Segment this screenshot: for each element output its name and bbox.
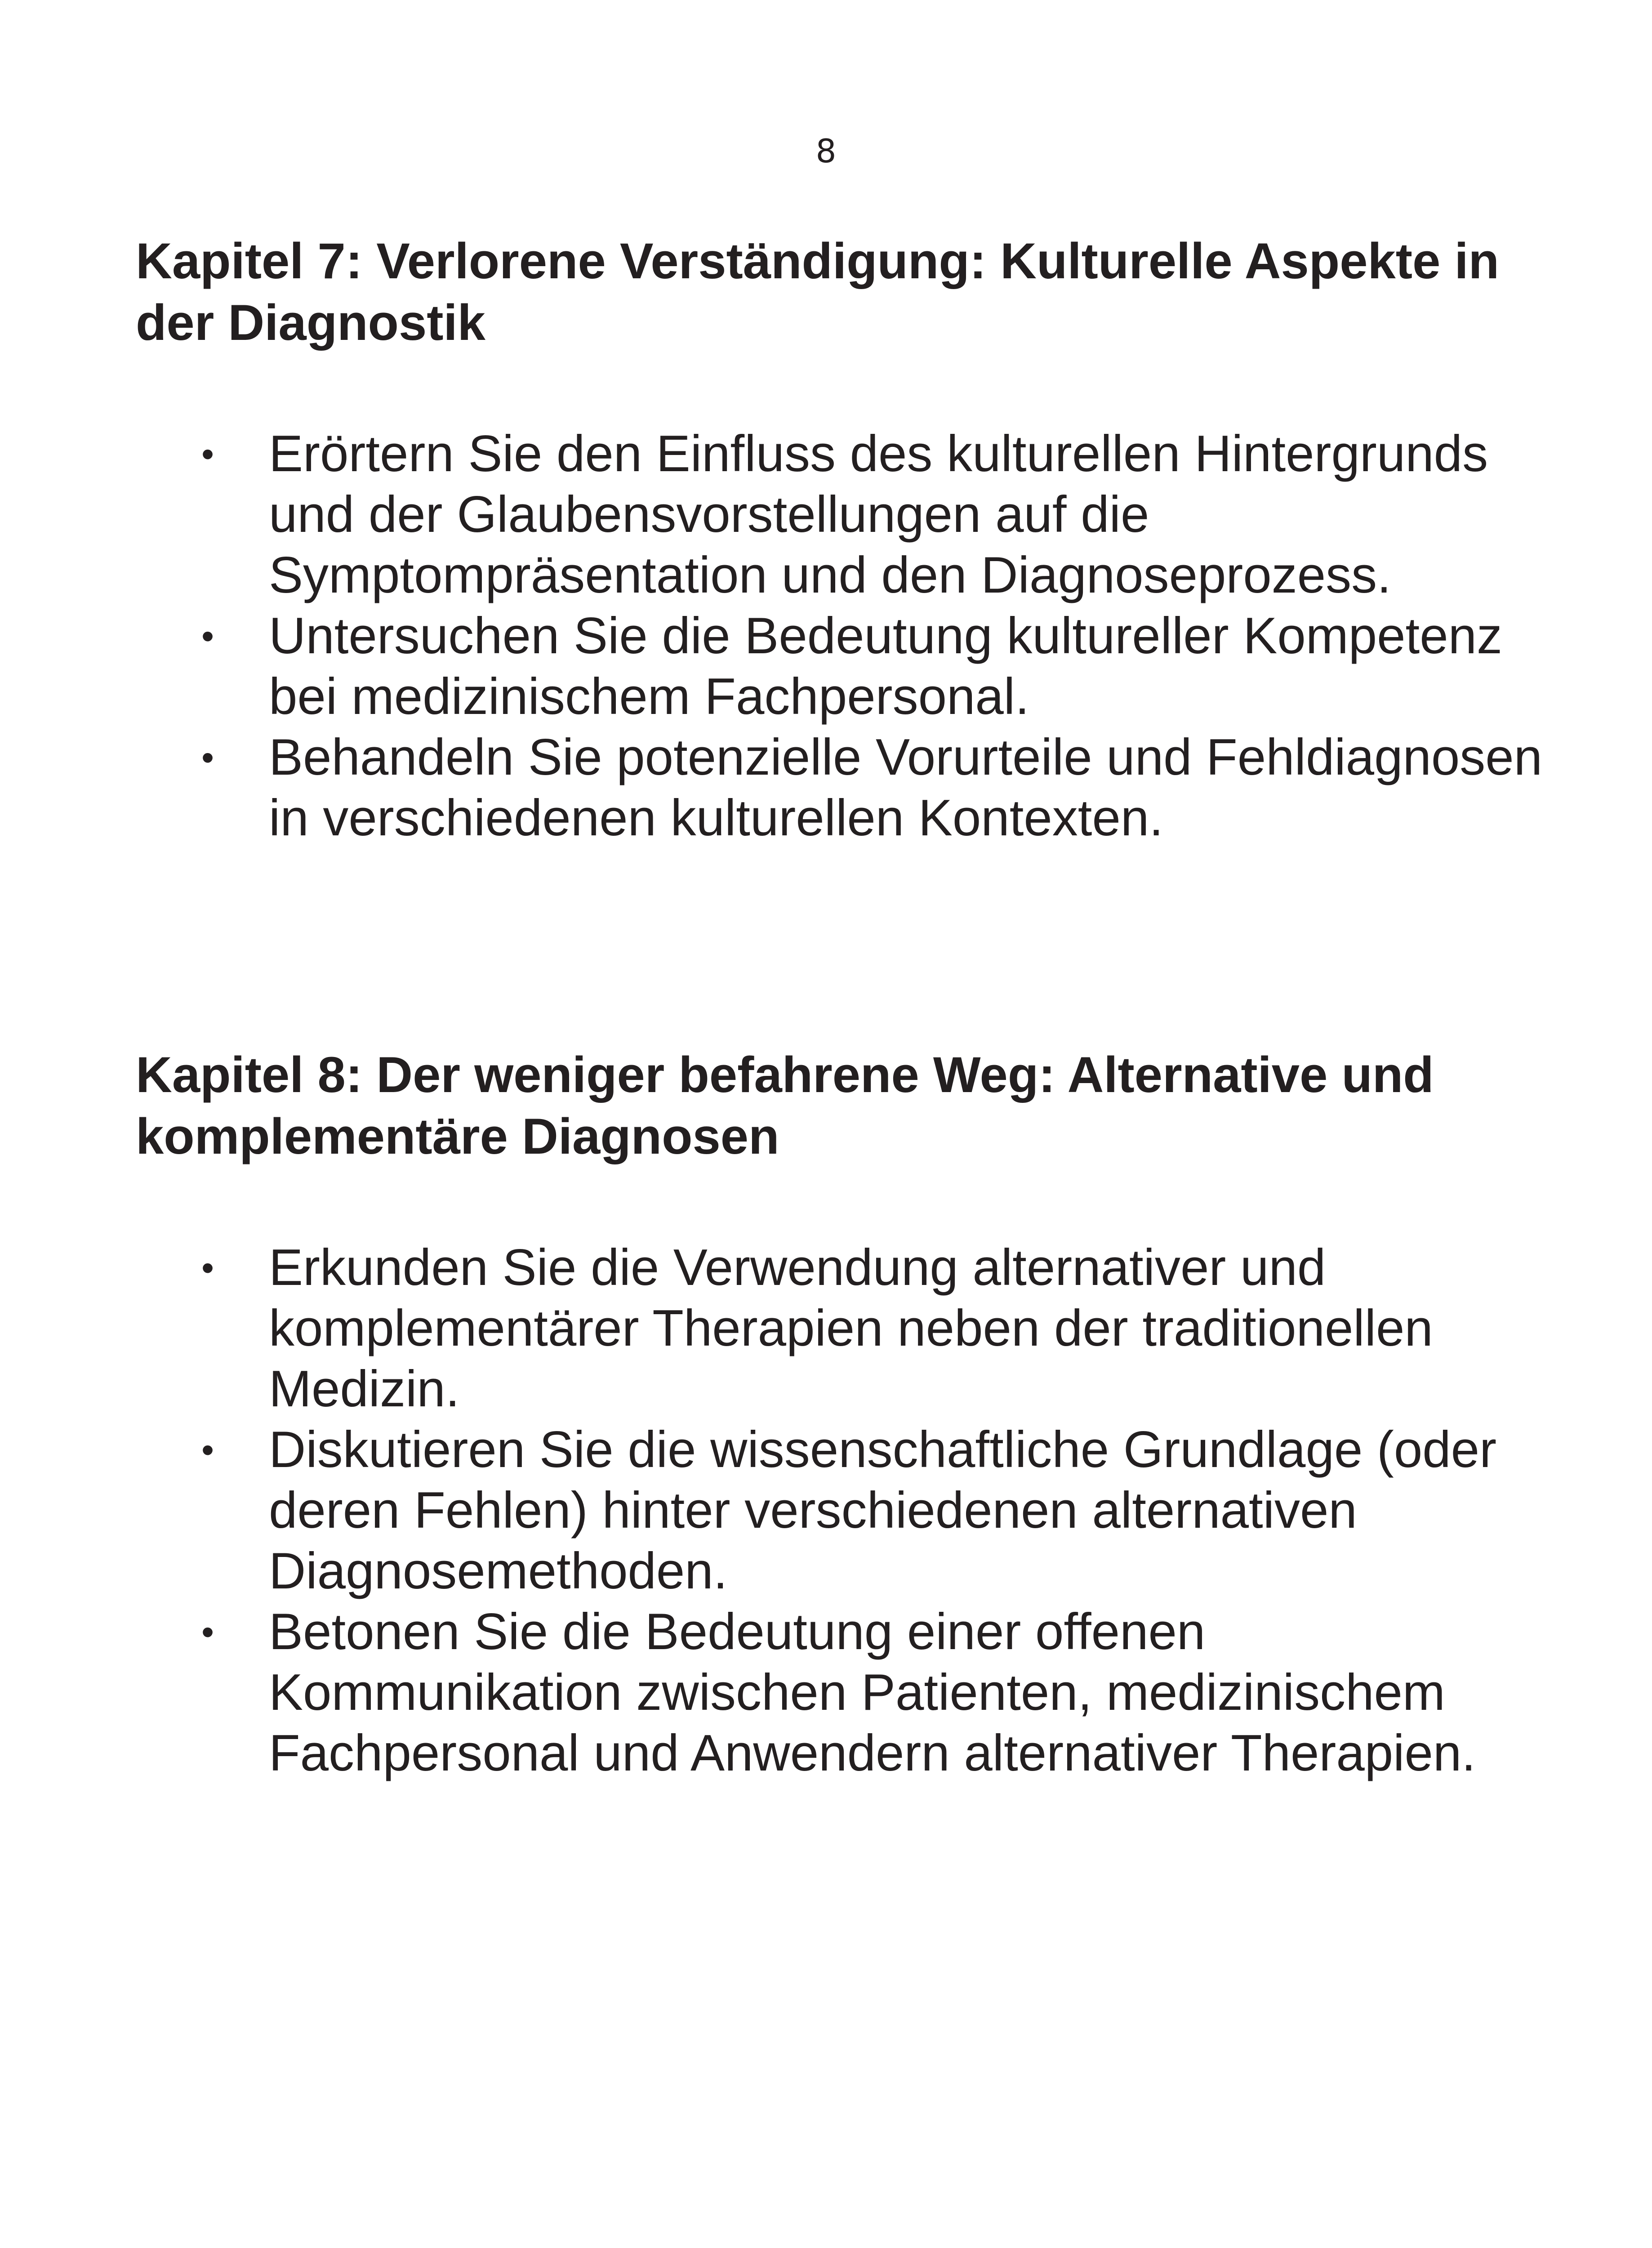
list-item-text: Erörtern Sie den Einfluss des kulturellen Hintergrunds und der Glaubensvorstellungen auf die Symptompräsentation und den Diagnoseprozess. [269,425,1488,604]
bullet-icon: • [201,1248,214,1288]
list-item-text: Untersuchen Sie die Bedeutung kultureller Kompetenz bei medizinischem Fachpersonal. [269,607,1503,725]
list-item-text: Diskutieren Sie die wissenschaftliche Grundlage (oder deren Fehlen) hinter verschiedenen alternativen Diagnosemethoden. [269,1421,1497,1600]
chapter-8-title: Kapitel 8: Der weniger befahrene Weg: Alternative und komplementäre Diagnosen [136,1047,1434,1164]
list-item [136,727,1552,848]
bullet-icon: • [201,737,214,777]
list-item [136,606,1552,727]
list-item-text: Erkunden Sie die Verwendung alternativer und komplementärer Therapien neben der traditionellen Medizin. [269,1239,1433,1418]
chapter-7-title: Kapitel 7: Verlorene Verständigung: Kulturelle Aspekte in der Diagnostik [136,233,1500,351]
chapter-8-section [136,1044,1552,1784]
page-number: 8 [815,132,837,170]
bullet-icon: • [201,616,214,656]
chapter-7-section [136,230,1552,848]
list-item [136,1601,1552,1784]
list-item [136,1419,1552,1601]
bullet-icon: • [201,434,214,474]
list-item [136,424,1552,606]
chapter-8-bullet-list [136,1237,1552,1784]
list-item-text: Betonen Sie die Bedeutung einer offenen Kommunikation zwischen Patienten, medizinischem Fachpersonal und Anwendern alternativer Therapien. [269,1603,1476,1782]
bullet-icon: • [201,1612,214,1652]
bullet-icon: • [201,1430,214,1470]
list-item-text: Behandeln Sie potenzielle Vorurteile und Fehldiagnosen in verschiedenen kulturellen Kontexten. [269,729,1543,847]
list-item [136,1237,1552,1419]
chapter-7-bullet-list [136,424,1552,848]
